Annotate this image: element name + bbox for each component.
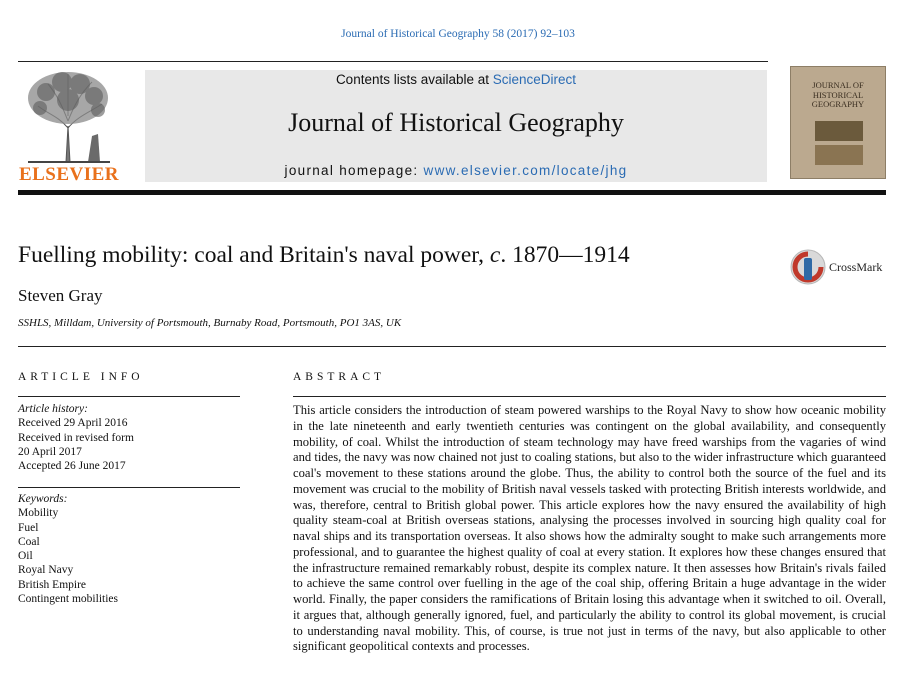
title-circa: c — [489, 242, 501, 268]
title-part-2: . 1870—1914 — [500, 242, 630, 268]
elsevier-logo — [18, 66, 120, 186]
homepage-link[interactable]: www.elsevier.com/locate/jhg — [423, 163, 628, 178]
history-item: 20 April 2017 — [18, 445, 82, 458]
article-info-rule — [18, 396, 240, 397]
journal-title: Journal of Historical Geography — [288, 108, 624, 137]
homepage-line — [145, 163, 767, 178]
crossmark-badge[interactable] — [790, 248, 890, 286]
crossmark-icon — [790, 248, 826, 286]
article-history — [18, 402, 240, 473]
article-title — [18, 242, 630, 269]
crossmark-label: CrossMark — [829, 260, 883, 274]
history-item: Accepted 26 June 2017 — [18, 460, 126, 473]
journal-citation: Journal of Historical Geography 58 (2017) 92–103 — [341, 28, 575, 40]
header-top-rule — [18, 61, 768, 62]
keywords-list — [18, 492, 240, 606]
abstract-heading: ABSTRACT — [293, 371, 386, 383]
keyword: British Empire — [18, 578, 87, 591]
keywords-rule — [18, 487, 240, 488]
history-item: Received 29 April 2016 — [18, 417, 128, 430]
header-thick-rule — [18, 190, 886, 195]
homepage-prefix: journal homepage: — [284, 163, 424, 178]
abstract-text: This article considers the introduction of steam powered warships to the Royal Navy to show how oceanic mobility in the late nineteenth and early twentieth centuries was contingent on the global availability, and consequently mobility, of coal. Whilst the introduction of steam technology may have freed warships from the vagaries of wind and tides, the navy was now chained not just to coaling stations, but also to the wider infrastructure which guaranteed coal's movement to these stations around the globe. Thus, the ability to control both the source of the fuel and its movement was crucial to the mobility of British naval vessels tasked with protecting British interests worldwide, and was, therefore, central to British global power. This article explores how the navy ensured the availability of high quality steam-coal at British overseas stations, analysing the processes involved in sourcing high quality coal for naval ships and its transportation overseas. It also shows how the admiralty sought to make such arrangements more professional, and to guarantee the highest quality of coal at every station. It explores how these changes ensured that the infrastructure remained remarkably robust, despite its complex nature. It then assesses how Britain's rivals failed to achieve the same control over fuelling in the age of the coal ship, offering Britain a huge advantage in the wider world. Finally, the paper considers the ramifications of Britain losing this advantage when it switched to oil. Overall, it argues that, although generally ignored, fuel, and particularly the ability to control its global movement, is crucial to understanding naval mobility. This, of course, is true not just in terms of the navy, but also applicable to other significant geopolitical contexts and processes. — [293, 403, 886, 654]
section-rule — [18, 346, 886, 347]
abstract-rule — [293, 396, 886, 397]
cover-line-2: HISTORICAL — [812, 89, 864, 100]
publisher-name: ELSEVIER — [18, 164, 120, 185]
elsevier-tree-icon — [18, 66, 120, 164]
cover-image-2 — [815, 145, 863, 165]
keyword: Oil — [18, 550, 33, 563]
author-name: Steven Gray — [18, 286, 103, 305]
keyword: Mobility — [18, 507, 59, 520]
sciencedirect-link[interactable]: ScienceDirect — [492, 72, 577, 87]
keyword: Coal — [18, 535, 40, 548]
keyword: Contingent mobilities — [18, 593, 118, 606]
article-info-heading: ARTICLE INFO — [18, 371, 144, 383]
cover-line-1: JOURNAL OF — [812, 80, 864, 90]
cover-line-3: GEOGRAPHY — [811, 99, 865, 109]
contents-prefix: Contents lists available at — [335, 72, 493, 87]
cover-image-1 — [815, 121, 863, 141]
keywords-label: Keywords: — [18, 493, 68, 505]
contents-line — [145, 72, 767, 87]
journal-banner — [145, 70, 767, 182]
cover-title — [791, 81, 885, 110]
keyword: Royal Navy — [18, 564, 74, 577]
title-part-1: Fuelling mobility: coal and Britain's naval power, — [18, 242, 490, 268]
keyword: Fuel — [18, 521, 39, 534]
history-label: Article history: — [18, 403, 88, 415]
journal-cover-thumbnail — [790, 66, 886, 179]
history-item: Received in revised form — [18, 431, 134, 444]
author-affiliation: SSHLS, Milldam, University of Portsmouth, Burnaby Road, Portsmouth, PO1 3AS, UK — [18, 317, 402, 329]
